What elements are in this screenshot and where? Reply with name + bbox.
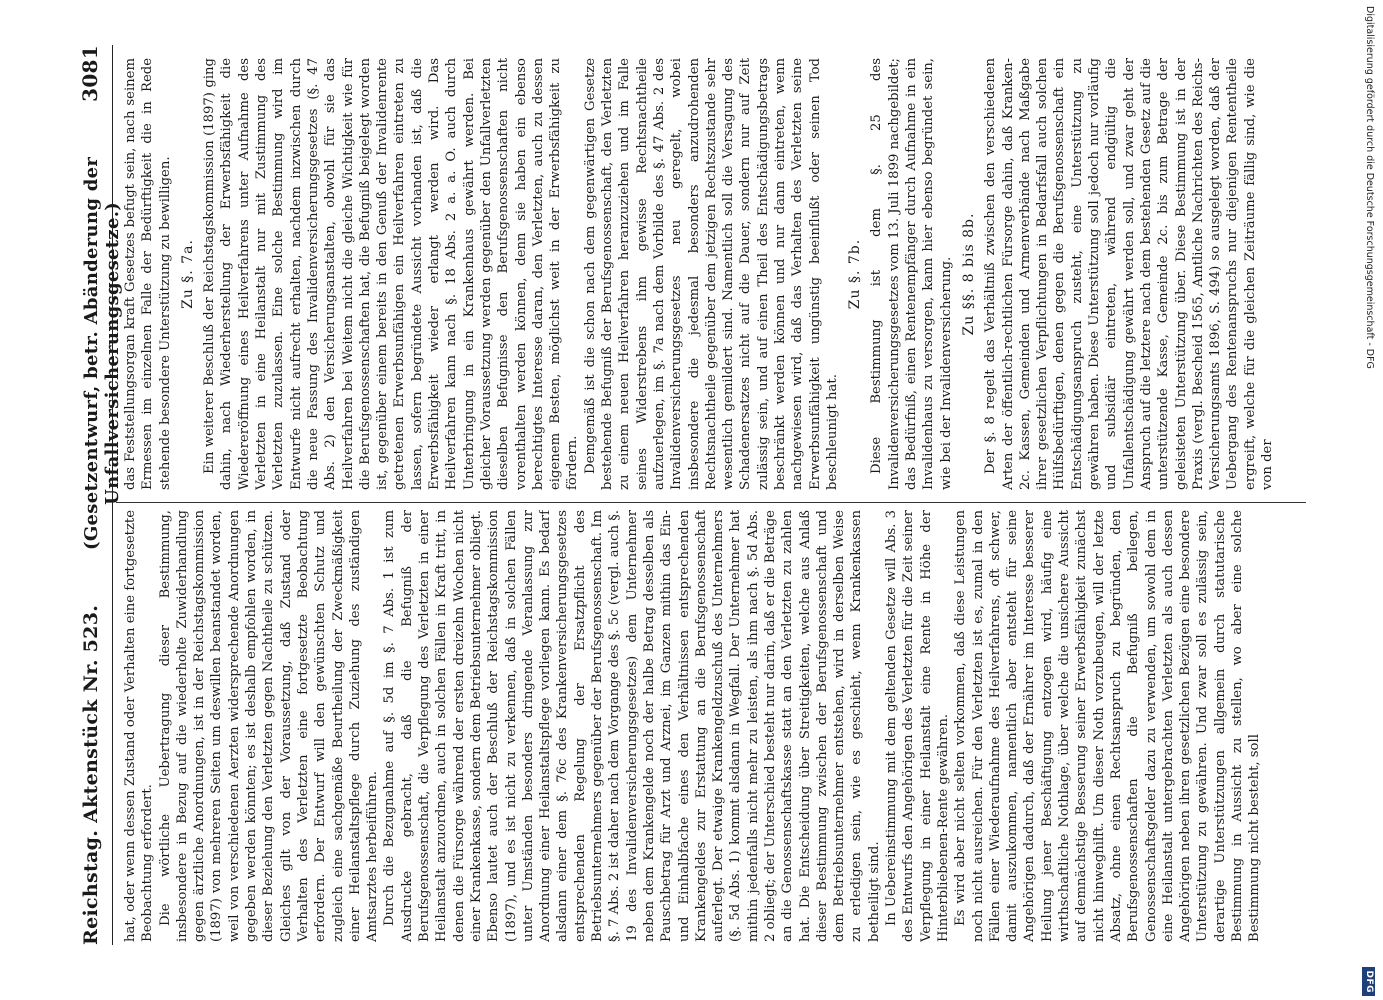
section-heading: Zu §. 7a. — [179, 239, 196, 309]
page-header — [78, 45, 123, 945]
dfg-logo: DFG — [1363, 967, 1376, 996]
paragraph: das Feststellungsorgan kraft Gesetzes befugt sein, nach seinem Ermessen im einzelnen Falle der Bedürftigkeit die in Rede stehende besondere Unterstützung zu bewilligen. — [123, 58, 173, 490]
paragraph: Ein weiterer Beschluß der Reichstagskommission (1897) ging dahin, nach Wiederherstellung der Erwerbsfähigkeit die Wiedereröffnung eines Heilverfahrens unter Aufnahme des Verletzten in eine Heilanstalt nur mit Zustimmung des Verletzten zuzulassen. Eine solche Bestimmung wird im Entwurfe nicht aufrecht erhalten, nachdem inzwischen durch die neue Fassung des Invalidenversicherungsgesetzes (§. 47 Abs. 2) den Versicherungsanstalten, obwohl für sie das Heilverfahren bei Weitem nicht die gleiche Wichtigkeit wie für die Berufsgenossenschaften hat, die Befugniß beigelegt worden ist, gegenüber einem bereits in den Genuß der Invalidenrente getretenen Erwerbsunfähigen ein Heilverfahren eintreten zu lassen, sofern begründete Aussicht vorhanden ist, daß die Erwerbsfähigkeit wieder erlangt werden wird. Das Heilverfahren kann nach §. 18 Abs. 2 a. a. O. auch durch Unterbringung in ein Krankenhaus gewährt werden. Bei gleicher Voraussetzung werden gegenüber den Unfallverletzten dieselben Befugnisse den Berufsgenossenschaften nicht vorenthalten werden können, denn sie haben ein ebenso berechtigtes Interesse daran, den Verletzten, auch zu dessen eigenem Besten, möglichst weit in der Erwerbsfähigkeit zu fördern. — [202, 58, 581, 490]
column-divider — [116, 502, 1306, 503]
left-column — [122, 510, 1312, 942]
paragraph: Diese Bestimmung ist dem §. 25 des Invalidenversicherungsgesetzes vom 13. Juli 1899 nachgebildet; das Bedürfniß, einen Rentenempfänger durch Aufnahme in ein Invalidenhaus zu versorgen, kann hier ebenso begründet sein, wie bei der Invalidenversicherung. — [869, 58, 954, 490]
paragraph: Der §. 8 regelt das Verhältniß zwischen den verschiedenen Arten der öffentlich-rechtlichen Fürsorge dahin, daß Kranken- 2c. Kassen, Gemeinden und Armenverbände nach Maßgabe ihrer gesetzlichen Verpflichtungen in Bedarfsfall auch solchen Hülfsbedürftigen, denen gegen die Berufsgenossenschaft ein Entschädigungsanspruch zusteht, eine Unterstützung zu gewähren haben. Diese Unterstützung soll jedoch nur vorläufig und subsidiär eintreten, während endgültig die Unfallentschädigung gewährt werden soll, und zwar geht der Anspruch auf die letztere nach dem bestehenden Gesetz auf die unterstützende Kasse, Gemeinde 2c. bis zum Betrage der geleisteten Unterstützung über. Diese Bestimmung ist in der Praxis (vergl. Bescheid 1565, Amtliche Nachrichten des Reichs-Versicherungsamts 1896, S. 494) so ausgelegt worden, daß der Uebergang des Rentenanspruchs nur diejenigen Rententheile ergreift, welche für die gleichen Zeiträume fällig sind, wie die von der — [983, 58, 1275, 490]
header-title: (Gesetzentwurf, betr. Abänderung der Unfallversicherungsgesetze.) — [81, 156, 123, 550]
paragraph: hat, oder wenn dessen Zustand oder Verhalten eine fortgesetzte Beobachtung erfordert. — [123, 510, 156, 942]
section-heading: Zu §§. 8 bis 8b. — [960, 212, 977, 336]
page-number: 3081 — [78, 45, 102, 102]
paragraph: Es wird aber nicht selten vorkommen, daß diese Leistungen noch nicht ausreichen. Für den Verletzten ist es, zumal in den Fällen einer Wiederaufnahme des Heilverfahrens, oft schwer, damit auszukommen, namentlich aber entsteht für seine Angehörigen dadurch, daß der Ernährer im Interesse besserer Heilung jener Beschäftigung entzogen wird, häufig eine wirthschaftliche Nothlage, über welche die unsichere Aussicht auf demnächstige Besserung seiner Erwerbsfähigkeit zunächst nicht hinweghilft. Um dieser Noth vorzubeugen, will der letzte Absatz, ohne einen Rechtsanspruch zu begründen, den Berufsgenossenschaften die Befugniß beilegen, Genossenschaftsgelder dazu zu verwenden, um sowohl dem in eine Heilanstalt untergebrachten Verletzten als auch dessen Angehörigen neben ihren gesetzlichen Bezügen eine besondere Unterstützung zu gewähren. Und zwar soll es zulässig sein, derartige Unterstützungen allgemein durch statutarische Bestimmung in Aussicht zu stellen, wo aber eine solche Bestimmung nicht besteht, soll — [953, 510, 1263, 942]
credit-text: Digitalisierung gefördert durch die Deutsche Forschungsgemeinschaft - DFG — [1364, 6, 1375, 369]
paragraph: Demgemäß ist die schon nach dem gegenwärtigen Gesetze bestehende Befugniß der Berufsgenossenschaft, den Verletzten zu einem neuen Heilverfahren heranzuziehen und im Falle seines Widerstrebens ihm gewisse Rechtsnachtheile aufzuerlegen, im §. 7a nach dem Vorbilde des §. 47 Abs. 2 des Invalidenversicherungsgesetzes neu geregelt, wobei insbesondere die jedesmal besonders anzudrohenden Rechtsnachtheile gegenüber dem jetzigen Rechtszustande sehr wesentlich gemildert sind. Namentlich soll die Versagung des Schadenersatzes nicht auf die Dauer, sondern nur auf Zeit zulässig sein, und auf einen Theil des Entschädigungsbetrags beschränkt werden können und nur dann eintreten, wenn nachgewiesen wird, daß das Verhalten des Verletzten seine Erwerbsunfähigkeit ungünstig beeinflußt oder seinen Tod beschleunigt hat. — [582, 58, 840, 490]
digitization-credit — [1361, 6, 1377, 996]
paragraph: Die wörtliche Uebertragung dieser Bestimmung, insbesondere in Bezug auf die wiederholte Zuwiderhandlung gegen ärztliche Anordnungen, ist in der Reichstagskommission (1897) von mehreren Seiten um deswillen beanstandet worden, weil von verschiedenen Aerzten widersprechende Anordnungen gegeben werden könnten; es ist deshalb empfohlen worden, in dieser Beziehung den Verletzten gegen Nachtheile zu schützen. Gleiches gilt von der Voraussetzung, daß Zustand oder Verhalten des Verletzten eine fortgesetzte Beobachtung erfordern. Der Entwurf will den gewünschten Schutz und zugleich eine sachgemäße Beurtheilung der Zweckmäßigkeit einer Heilanstaltspflege durch Zuziehung des zuständigen Amtsarztes herbeiführen. — [157, 510, 381, 942]
paragraph: Durch die Bezugnahme auf §. 5d im §. 7 Abs. 1 ist zum Ausdrucke gebracht, daß die Befugniß der Berufsgenossenschaft, die Verpflegung des Verletzten in einer Heilanstalt anzuordnen, auch in solchen Fällen in Kraft tritt, in denen die Fürsorge während der ersten dreizehn Wochen nicht einer Krankenkasse, sondern dem Betriebsunternehmer obliegt. Ebenso lautet auch der Beschluß der Reichstagskommission (1897), und es ist nicht zu verkennen, daß in solchen Fällen unter Umständen besonders dringende Veranlassung zur Anordnung einer Heilanstaltspflege vorliegen kann. Es bedarf alsdann einer dem §. 76c des Krankenversicherungsgesetzes entsprechenden Regelung der Ersatzpflicht des Betriebsunternehmers gegenüber der Berufsgenossenschaft. Im §. 7 Abs. 2 ist daher nach dem Vorgange des §. 5c (vergl. auch §. 19 des Invalidenversicherungsgesetzes) dem Unternehmer neben dem Krankengelde noch der halbe Betrag desselben als Pauschbetrag für Arzt und Arznei, im Ganzen mithin das Ein- und Einhalbfache eines den Verhältnissen entsprechenden Krankengeldes zur Erstattung an die Berufsgenossenschaft auferlegt. Der etwaige Krankengeldzuschuß des Unternehmers (§. 5d Abs. 1) kommt alsdann in Wegfall. Der Unternehmer hat mithin jedenfalls nicht mehr zu leisten, als ihm nach §. 5d Abs. 2 obliegt; der Unterschied besteht nur darin, daß er die Beträge an die Genossenschaftskasse statt an den Verletzten zu zahlen hat. Die Entscheidung über Streitigkeiten, welche aus Anlaß dieser Bestimmung zwischen der Berufsgenossenschaft und dem Betriebsunternehmer entstehen, wird in derselben Weise zu erledigen sein, wie es geschieht, wenn Krankenkassen betheiligt sind. — [382, 510, 882, 942]
header-left: Reichstag. Aktenstück Nr. 523. — [80, 604, 102, 945]
header-rule — [112, 45, 113, 945]
section-heading: Zu §. 7b. — [847, 238, 864, 310]
right-column — [122, 58, 1312, 490]
paragraph: In Uebereinstimmung mit dem geltenden Gesetze will Abs. 3 des Entwurfs den Angehörigen des Verletzten für die Zeit seiner Verpflegung in einer Heilanstalt eine Rente in Höhe der Hinterbliebenen-Rente gewähren. — [884, 510, 951, 942]
